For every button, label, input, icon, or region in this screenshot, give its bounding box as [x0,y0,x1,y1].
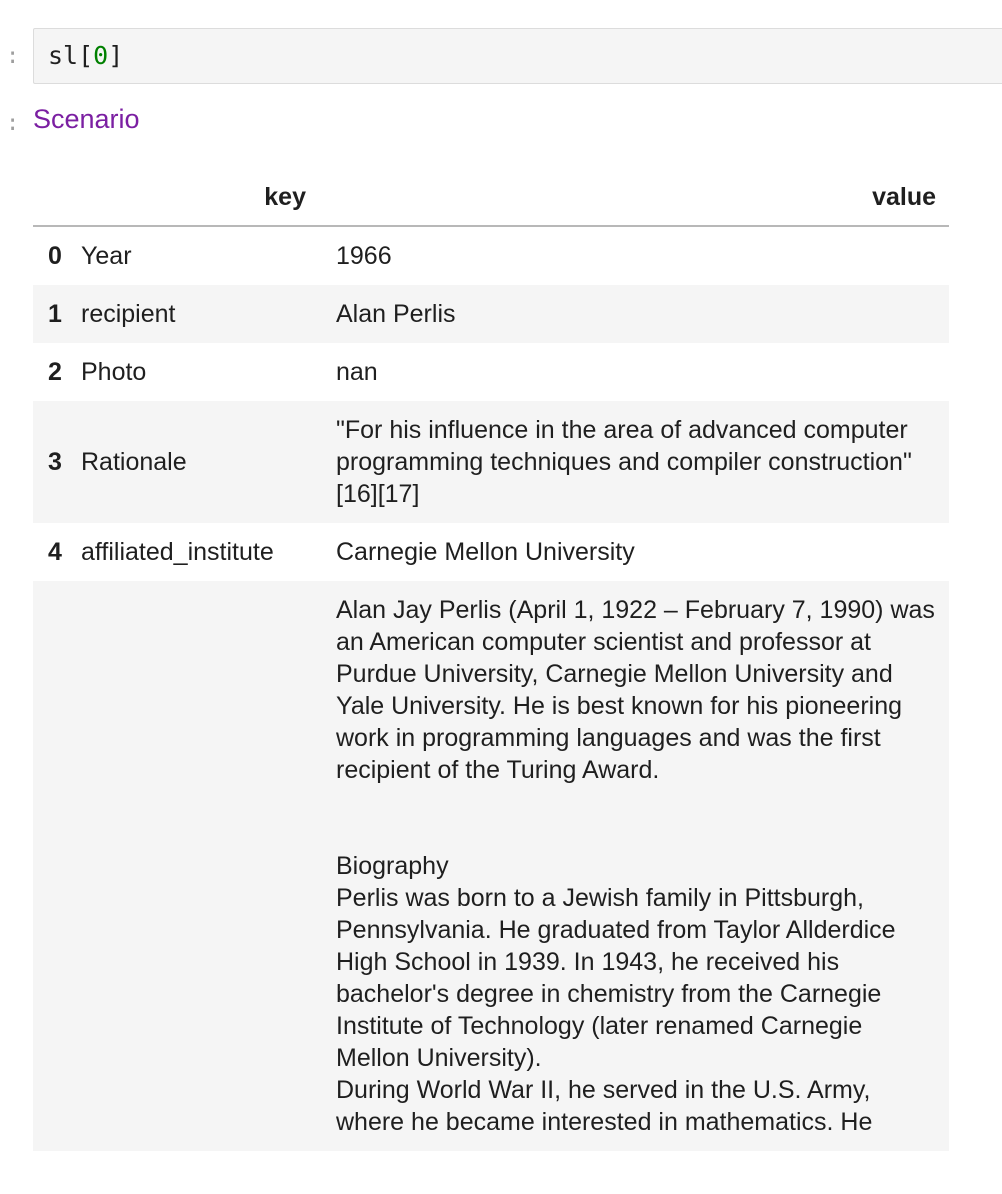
viewport-bottom-edge [0,1168,1002,1194]
row-value-biography [322,581,949,1151]
row-value: Carnegie Mellon University [336,538,635,566]
biography-text: Alan Jay Perlis (April 1, 1922 – February 7, 1990) was an American computer scientist and professor at Purdue University, Carnegie Mellon University and Yale University. He is best known for his pioneering work in programming languages and was the first recipient of the Turing Award. Biography Perlis was born to a Jewish family in Pittsburgh, Pennsylvania. He graduated from Taylor Allderdice High School in 1939. In 1943, he received his bachelor's degree in chemistry from the Carnegie Institute of Technology (later renamed Carnegie Mellon University). During World War II, he served in the U.S. Army, where he became interested in mathematics. He [336,596,935,1136]
row-index: 1 [48,300,62,328]
row-key: recipient [81,300,176,328]
table-row [33,226,949,285]
code-close-bracket: ] [108,41,124,70]
row-value: 1966 [336,242,392,270]
table-header-row [33,170,949,226]
row-value: nan [336,358,378,386]
output-title: Scenario [33,104,140,134]
scenario-table [33,170,949,1151]
table-row [33,581,949,1151]
row-index [33,581,77,1151]
table-row [33,343,949,401]
row-value: Alan Perlis [336,300,456,328]
output-prompt-marker: : [6,111,20,136]
row-index: 2 [48,358,62,386]
code-text[interactable] [48,41,123,71]
code-input-cell[interactable] [33,28,1002,84]
row-index: 4 [48,538,62,566]
header-key: key [77,170,322,226]
row-key [77,581,322,1151]
header-index [33,170,77,226]
code-open-bracket: [ [78,41,94,70]
row-value: "For his influence in the area of advanced computer programming techniques and compiler construction"[16][17] [336,416,912,508]
row-key: Photo [81,358,147,386]
row-index: 0 [48,242,62,270]
row-key: affiliated_institute [81,538,274,566]
header-value: value [322,170,949,226]
input-prompt-marker: : [6,44,20,69]
row-index: 3 [48,448,62,476]
row-key: Year [81,242,132,270]
table-row [33,523,949,581]
code-variable: sl [48,41,79,70]
table-row [33,285,949,343]
row-key: Rationale [81,448,187,476]
code-index-literal: 0 [93,41,109,70]
table-row [33,401,949,523]
